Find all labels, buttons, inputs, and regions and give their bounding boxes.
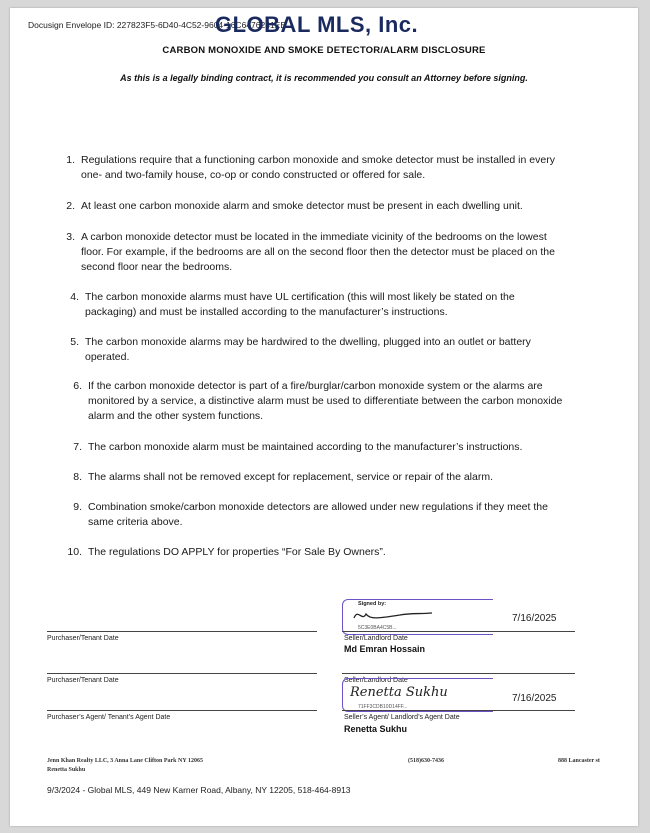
seller-agent-date-label: Seller’s Agent/ Landlord’s Agent Date [344,714,460,721]
regulation-item: 2. At least one carbon monoxide alarm and smoke detector must be present in each dwelling unit. [66,200,523,212]
signer-1-envelope-id: 5C3E0BA4C5B... [358,625,397,631]
seller-signature-line-2[interactable] [342,673,575,674]
seller-agent-signature-line[interactable] [342,710,575,711]
agent-name-footer: Renetta Sukhu [47,767,86,773]
regulation-item: 10. The regulations DO APPLY for properties “For Sale By Owners”. [67,546,386,558]
signer-1-date: 7/16/2025 [512,613,557,624]
seller-signature-line-1[interactable] [342,631,575,632]
property-address-footer: 888 Lancaster st [558,758,600,764]
legal-disclaimer: As this is a legally binding contract, it is recommended you consult an Attorney before signing. [120,73,528,83]
realty-office-info: Jenn Khan Realty LLC, 3 Anna Lane Clifton Park NY 12065 [47,758,203,764]
purchaser-agent-signature-line[interactable] [47,710,317,711]
regulation-item: 1. Regulations require that a functioning carbon monoxide and smoke detector must be installed in every one- and two-family house, co-op or condo constructed or offered for sale. [66,154,555,181]
purchaser-agent-date-label: Purchaser’s Agent/ Tenant’s Agent Date [47,714,171,721]
signer-2-name: Renetta Sukhu [344,724,408,734]
regulation-item: 5. The carbon monoxide alarms may be hardwired to the dwelling, plugged into an outlet or battery operated. [70,336,531,363]
global-mls-logo: GLOBAL MLS, Inc. [215,12,419,37]
regulation-item: 3. A carbon monoxide detector must be located in the immediate vicinity of the bedrooms on the lowest floor. For example, if the bedrooms are all on the second floor then the detector must be placed on the second floor near the bedrooms. [66,231,555,273]
regulation-item: 7. The carbon monoxide alarm must be maintained according to the manufacturer’s instructions. [73,441,523,453]
regulation-item: 6. If the carbon monoxide detector is part of a fire/burglar/carbon monoxide system or the alarms are monitored by a service, a distinctive alarm must be used to differentiate between the carbon monoxide alarm and the other system functions. [73,380,563,422]
regulation-item: 9. Combination smoke/carbon monoxide detectors are allowed under new regulations if they meet the same criteria above. [73,501,548,528]
signer-2-handwritten-signature: Renetta Sukhu [350,685,448,700]
form-version-footer: 9/3/2024 - Global MLS, 449 New Karner Road, Albany, NY 12205, 518-464-8913 [47,785,351,795]
regulation-item: 4. The carbon monoxide alarms must have UL certification (this will most likely be stated on the packaging) and must be installed according to the manufacturer’s instructions. [70,291,515,318]
seller-landlord-date-label-2: Seller/Landlord Date [344,677,408,684]
regulation-item: 8. The alarms shall not be removed except for replacement, service or repair of the alarm. [73,471,494,483]
purchaser-tenant-date-label-1: Purchaser/Tenant Date [47,635,119,642]
envelope-id: Docusign Envelope ID: 227823F5-6D40-4C52-9604-16C6476241EE [28,20,287,30]
signature-scribble-1 [350,606,440,624]
signer-2-date: 7/16/2025 [512,693,557,704]
purchaser-signature-line-2[interactable] [47,673,317,674]
office-phone: (518)630-7436 [408,758,444,764]
purchaser-tenant-date-label-2: Purchaser/Tenant Date [47,677,119,684]
seller-landlord-date-label-1: Seller/Landlord Date [344,635,408,642]
document-page [10,8,638,826]
document-title: CARBON MONOXIDE AND SMOKE DETECTOR/ALARM DISCLOSURE [162,45,486,56]
signed-by-label: Signed by: [358,601,387,607]
purchaser-signature-line-1[interactable] [47,631,317,632]
signer-2-envelope-id: 71FF3CDB10D14FF... [358,704,408,710]
signer-1-name: Md Emran Hossain [344,644,426,654]
